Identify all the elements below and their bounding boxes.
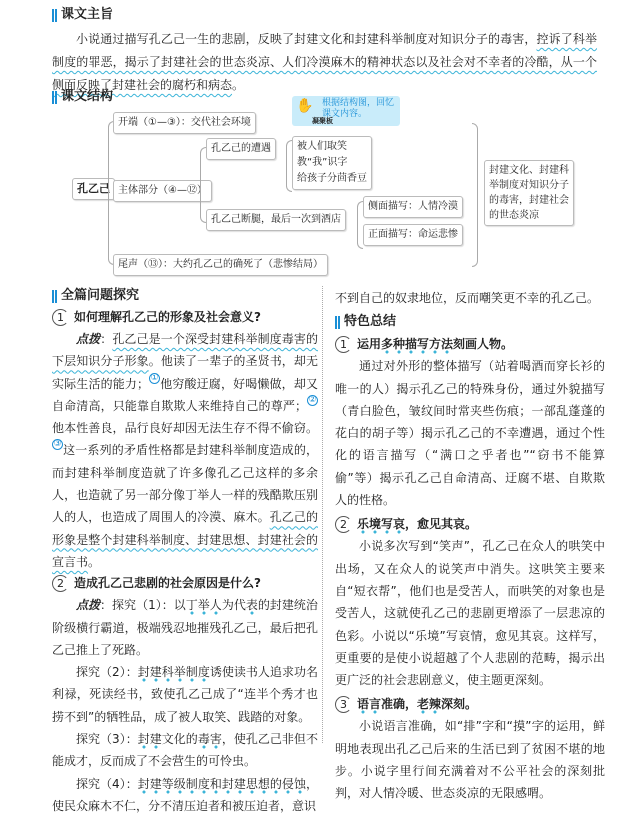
section-heading [52,287,318,305]
text-run: 他本性善良，品行良好却因无法生存不得不偷窃。 [52,421,318,436]
annotation-marker: ② [308,394,317,405]
feature-3 [335,694,605,715]
note-text: 根据结构图，回忆课文内容。 [322,98,395,119]
answer-paragraph [52,773,318,817]
note-label: 凝聚板 [312,117,333,125]
text-run: 这一系列的矛盾性格都是封建科举制度造成的，而封建科举制度造就了许多像孔乙己这样的多余人，也造就了另一部分像丁举人一样的残酷欺压别人的人，也造成了周围人的冷漠、麻木。 [52,443,318,525]
fate-list [292,136,372,190]
note-callout [292,96,400,126]
text-run: 为代 [221,598,246,613]
question-2 [52,573,318,594]
annotation-marker: ① [150,372,159,383]
feature-heading [357,694,477,715]
heading-bar-icon [52,290,57,303]
emphasis-text: 表 [246,598,258,615]
root-node: 孔乙己 [72,178,115,200]
hint-tag: 点拨 [76,332,101,346]
text-run: 探究（2）： [76,665,138,680]
heading-bar-icon [52,91,57,104]
annotation-marker: ③ [53,439,62,450]
heading-text: 课文结构 [61,89,114,104]
feature-heading [357,514,477,535]
hint-tag: 点拨 [76,598,101,613]
text-run: 他穷酸迂腐，好喝懒做，却又自命清高，只能靠自欺欺人来维持自己的尊严； [52,376,318,413]
emphasis-text: 封建 [138,732,162,749]
theme-paragraph [52,28,597,97]
text-run: ： [100,332,113,346]
text-run: ，使民众麻木不仁，分不清压迫者和被压迫者，意识 [52,776,318,813]
text-run: ，使孔乙己非但不能成才，反而成了不会营生的可怜虫。 [52,732,318,769]
node-end: 尾声（⑬）：大约孔乙己的确死了（悲惨结局） [113,254,328,276]
heading-bar-icon [52,9,57,22]
emphasis-text: 语言 [357,697,381,714]
emphasis-text: 乐境写哀 [357,517,405,534]
text-run: 准确， [381,697,418,712]
feature-body: 小说语言准确，如“排”字和“摸”字的运用，鲜明地表现出孔乙己后来的生活已到了贫困不堪的地步。小说字里行间充满着对不公平社会的深刻批判，对人情冷暖、世态炎凉的无限感喟。 [335,719,605,801]
text-run: 。 [232,78,245,92]
continued-text: 不到自己的奴隶地位，反而嘲笑更不幸的孔乙己。 [335,291,600,305]
fate-item: 被人们取笑 [297,141,347,152]
emphasis-text: 丁举人 [186,598,222,615]
node-side: 侧面描写：人情冷漠 [363,196,463,218]
section-heading [52,6,597,24]
number-badge: 1 [52,309,69,326]
text-run: ，愈见其哀。 [405,517,478,532]
question-text: 造成孔乙己悲剧的社会原因是什么? [74,576,261,591]
fate-item: 给孩子分茴香豆 [297,173,367,184]
feature-2 [335,514,605,535]
key-sentence: 孔乙己是一个深受封建科举制度毒害的下层知识分子形象 [52,332,318,369]
node-summary: 封建文化、封建科举制度对知识分子的毒害，封建社会的世态炎凉 [484,160,574,226]
heading-text: 特色总结 [344,314,397,330]
text-run: 运用 [357,337,382,352]
text-run: 刻画人物。 [453,337,514,352]
number-badge: 2 [52,575,69,592]
heading-text: 全篇问题探究 [61,288,140,303]
section-structure-heading [52,88,113,106]
emphasis-text: 毒害 [198,732,222,749]
number-badge: 3 [335,696,352,713]
answer-paragraph [52,661,318,728]
feature-body: 小说多次写到“笑声”，孔乙己在众人的哄笑中出场，又在众人的说笑声中消失。这哄笑主要来自“短衣帮”，他们也是受苦人，而哄笑的对象也是受苦人，这就使孔乙己的悲剧更增添了一层悲凉的色彩。小说以“乐境”写哀情，愈见其哀。这样写，更重要的是使小说超越了个人悲剧的范畴，揭示出更广泛的社会悲剧意义，使主题更深刻。 [335,539,605,688]
section-theme [52,6,597,97]
feature-1 [335,334,605,355]
answer-paragraph [52,328,318,573]
node-leg: 孔乙己断腿，最后一次到酒店 [206,209,346,231]
emphasis-text: 老辣 [417,697,441,714]
text-run: 。他读了一辈子的圣贤书，却无实际生活的能力； [52,354,318,391]
text-run: 文化的 [161,732,198,747]
feature-heading [357,334,513,355]
fate-item: 教“我”识字 [297,157,348,168]
node-body: 主体部分（④—⑫） [113,180,212,202]
text-run: 探究（3）： [76,732,138,747]
column-divider [322,286,323,743]
question-text: 如何理解孔乙己的形象及社会意义? [74,310,261,324]
node-front: 正面描写：命运悲惨 [363,224,463,246]
answer-paragraph [52,728,318,773]
section-heading [335,313,605,331]
heading-bar-icon [335,316,340,329]
text-run: 小说通过描写孔乙己一生的悲剧，反映了封建文化和封建科举制度对知识分子的毒害， [76,32,537,46]
emphasis-text: 多种描写方法 [381,337,453,354]
text-run: 深刻。 [441,697,478,712]
text-run: 诱使读书人追求功名利禄，死读经书，致使孔乙己成了“连半个秀才也捞不到”的牺牲品，成了被人取笑、践踏的对象。 [52,665,318,724]
answer-paragraph [52,594,318,661]
feature-body: 通过对外形的整体描写（站着喝酒而穿长衫的唯一的人）揭示孔乙己的特殊身份，通过外貌描写（青白脸色，皱纹间时常夹些伤痕；一部乱蓬蓬的花白的胡子等）揭示孔乙己的不幸遭遇，通过个性化的语言描写（“满口之乎者也”“窃书不能算偷”等）揭示孔乙己自命清高、迂腐不堪、自欺欺人的性格。 [335,359,605,508]
emphasis-text: 封建科举制度 [138,665,210,682]
heading-text: 课文主旨 [61,7,114,22]
right-column [335,287,605,805]
emphasis-text: 封建等级制度和封建思想的侵蚀 [138,777,306,794]
left-column [52,287,318,817]
key-sentence: 孔乙己的形象是整个封建科举制度、封建思想、封建社会的宣言书 [52,510,318,569]
text-run: ：探究（1）：以 [100,598,186,613]
node-start: 开端（①—③）：交代社会环境 [113,112,256,134]
hand-icon: ✋ [296,98,314,114]
text-run: 的封建统治阶级横行霸道，极端残忍地摧残孔乙己，最后把孔乙己推上了死路。 [52,598,318,657]
number-badge: 1 [335,336,352,353]
text-run: 探究（4）： [76,776,138,791]
number-badge: 2 [335,516,352,533]
question-1 [52,307,318,328]
node-fate: 孔乙己的遭遇 [206,138,276,160]
bracket [472,123,478,267]
key-sentence: 控诉了科举制度的罪恶，揭示了封建社会的世态炎凉、人们冷漠麻木的精神状态以及社会对不幸者的冷酷，从一个侧面反映了封建社会的腐朽和病态 [52,32,597,92]
text-run: 。 [88,554,101,569]
